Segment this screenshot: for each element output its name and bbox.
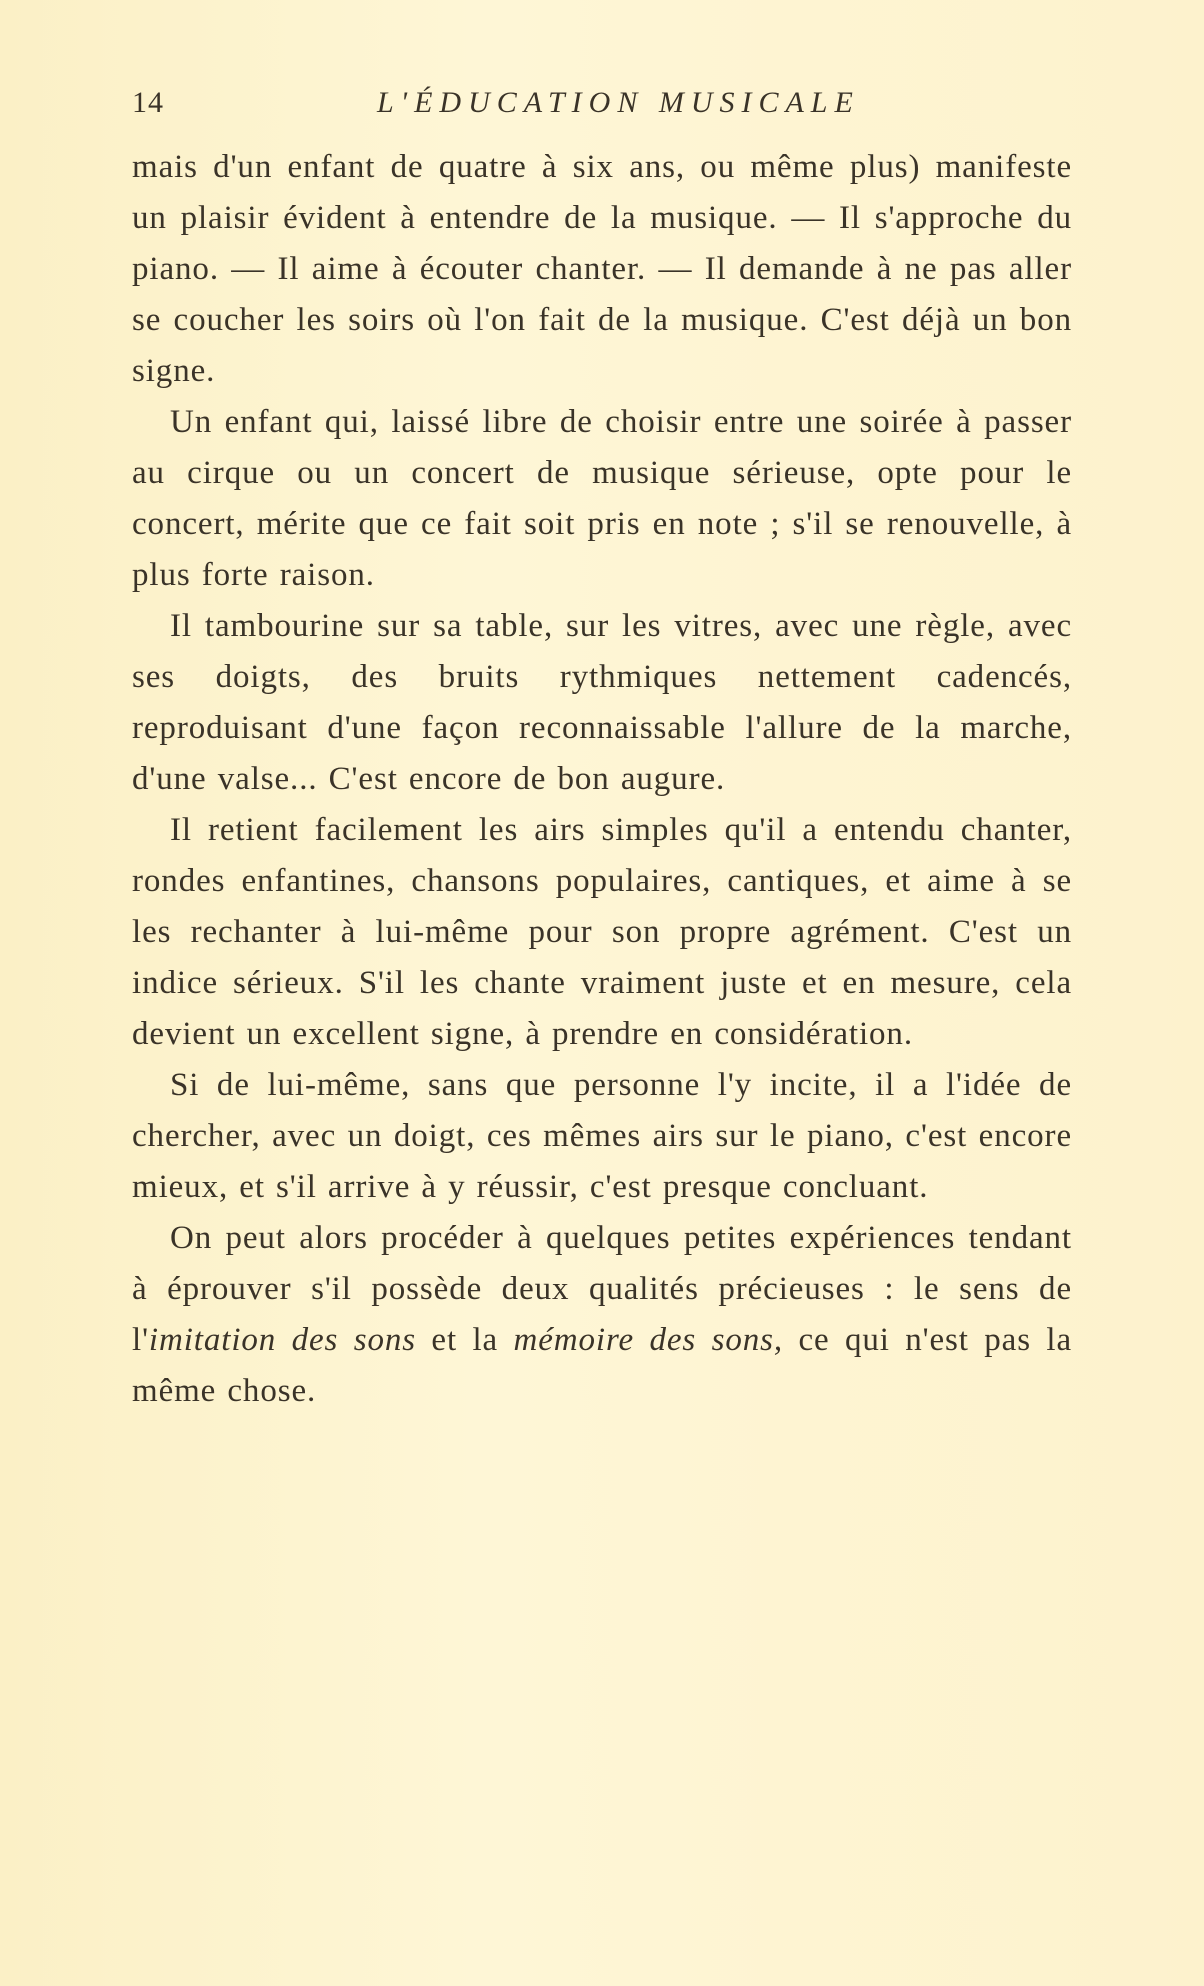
paragraph-3: Il tambourine sur sa table, sur les vitres, avec une règle, avec ses doigts, des bruits rythmiques nettement cadencés, reproduisant d'une façon reconnaissable l'allure de la marche, d'une valse... C'est encore de bon augure.: [132, 608, 1072, 797]
paragraph-1: mais d'un enfant de quatre à six ans, ou même plus) manifeste un plaisir évident à entendre de la musique. — Il s'approche du piano. — Il aime à écouter chanter. — Il demande à ne pas aller se coucher les soirs où l'on fait de la musique. C'est déjà un bon signe.: [132, 149, 1072, 389]
paragraph-4: Il retient facilement les airs simples qu'il a entendu chanter, rondes enfantines, chansons populaires, cantiques, et aime à se les rechanter à lui-même pour son propre agrément. C'est un indice sérieux. S'il les chante vraiment juste et en mesure, cela devient un excellent signe, à prendre en considération.: [132, 812, 1072, 1052]
page-number: 14: [132, 86, 164, 119]
paragraph-5: Si de lui-même, sans que personne l'y incite, il a l'idée de chercher, avec un doigt, ces mêmes airs sur le piano, c'est encore mieux, et s'il arrive à y réussir, c'est presque concluant.: [132, 1067, 1072, 1205]
italic-memoire-des-sons: mémoire des sons,: [513, 1322, 784, 1358]
italic-imitation-des-sons: imitation des sons: [148, 1322, 417, 1358]
running-title: L'ÉDUCATION MUSICALE: [377, 86, 860, 119]
paragraph-2: Un enfant qui, laissé libre de choisir entre une soirée à passer au cirque ou un concert de musique sérieuse, opte pour le concert, mérite que ce fait soit pris en note ; s'il se renouvelle, à plus forte raison.: [132, 404, 1072, 593]
page-header: [132, 86, 1072, 130]
paragraph-6-text-before: On peut alors procéder à quelques petites expériences tendant à éprouver s'il possède deux qualités précieuses : le sens de l': [132, 1220, 1072, 1358]
paragraph-6-text-after: ce qui n'est pas la même chose.: [132, 1322, 1072, 1409]
paragraph-6-text-middle: et la: [416, 1322, 514, 1358]
page-body: [132, 142, 1072, 1417]
paragraph-6: [132, 1213, 1072, 1417]
